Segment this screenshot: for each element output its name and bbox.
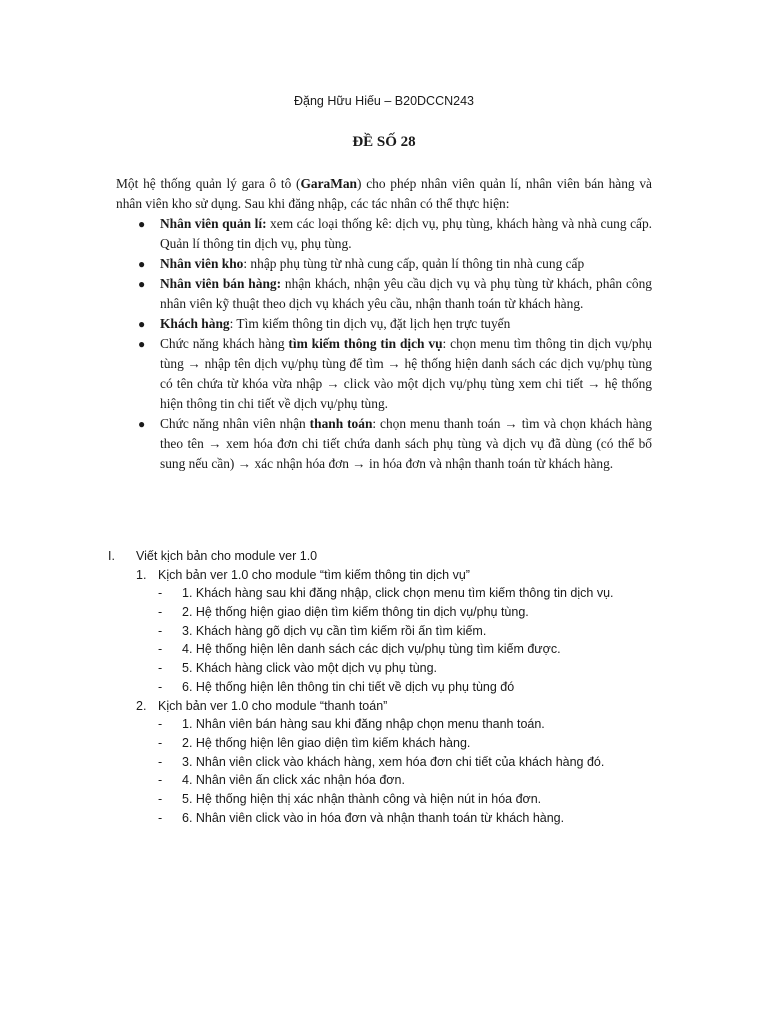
bullet-manager: ● Nhân viên quản lí: xem các loại thống kê: dịch vụ, phụ tùng, khách hàng và nhà cung cấp. Quản lí thông tin dịch vụ, phụ tùng. [138, 216, 653, 251]
bullet-payment-function: ● Chức năng nhân viên nhận thanh toán: chọn menu thanh toán → tìm và chọn khách hàng theo tên → xem hóa đơn chi tiết chứa danh sách phụ tùng và dịch vụ đã dùng (có thể bổ sung nếu cần) → xác nhận hóa đơn → in hóa đơn và nhận thanh toán từ khách hàng. [138, 416, 652, 471]
list-item: - 6. Hệ thống hiện lên thông tin chi tiết về dịch vụ phụ tùng đó [158, 679, 515, 694]
bullet-customer: ● Khách hàng: Tìm kiếm thông tin dịch vụ, đặt lịch hẹn trực tuyến [116, 314, 652, 334]
list-item: - 5. Hệ thống hiện thị xác nhận thành công và hiện nút in hóa đơn. [158, 791, 542, 806]
bullet-icon: ● [138, 417, 146, 431]
bullet-icon: ● [138, 217, 146, 231]
bullet-warehouse: ● Nhân viên kho: nhập phụ tùng từ nhà cung cấp, quản lí thông tin nhà cung cấp [116, 254, 652, 274]
intro-paragraph: Một hệ thống quản lý gara ô tô (GaraMan) cho phép nhân viên quản lí, nhân viên bán hàng và nhân viên kho sử dụng. Sau khi đăng nhập, các tác nhân có thể thực hiện: [116, 176, 652, 211]
list-item: - 4. Hệ thống hiện lên danh sách các dịch vụ/phụ tùng tìm kiếm được. [158, 642, 561, 657]
author-line: Đặng Hữu Hiếu – B20DCCN243 [294, 94, 474, 108]
bullet-icon: ● [138, 257, 146, 271]
list-item: - 4. Nhân viên ấn click xác nhận hóa đơn. [158, 773, 405, 788]
list-item: - 1. Nhân viên bán hàng sau khi đăng nhập chọn menu thanh toán. [158, 717, 545, 732]
page-title: ĐỀ SỐ 28 [352, 134, 416, 150]
bullet-icon: ● [138, 337, 146, 351]
section-heading: I. Viết kịch bản cho module ver 1.0 [108, 549, 318, 563]
list-item: - 5. Khách hàng click vào một dịch vụ phụ tùng. [158, 661, 438, 676]
list-item: - 1. Khách hàng sau khi đăng nhập, click chọn menu tìm kiếm thông tin dịch vụ. [158, 586, 614, 601]
scenario-section [108, 547, 668, 827]
list-item: - 3. Nhân viên click vào khách hàng, xem hóa đơn chi tiết của khách hàng đó. [158, 754, 605, 769]
list-item: - 2. Hệ thống hiện lên giao diện tìm kiếm khách hàng. [158, 735, 471, 750]
list-item: - 6. Nhân viên click vào in hóa đơn và nhận thanh toán từ khách hàng. [158, 810, 565, 825]
list-item: - 3. Khách hàng gõ dịch vụ cần tìm kiếm rồi ấn tìm kiếm. [158, 623, 487, 638]
bullet-icon: ● [138, 317, 146, 331]
script-1-heading: 1. Kịch bản ver 1.0 cho module “tìm kiếm thông tin dịch vụ” [136, 567, 470, 582]
problem-statement [116, 174, 652, 474]
system-name: GaraMan [300, 176, 357, 191]
script-2-heading: 2. Kịch bản ver 1.0 cho module “thanh toán” [136, 698, 388, 713]
bullet-icon: ● [138, 277, 146, 291]
bullet-sales: ● Nhân viên bán hàng: nhận khách, nhận yêu cầu dịch vụ và phụ tùng từ khách, phân công nhân viên kỹ thuật theo dịch vụ khách yêu cầu, nhận thanh toán từ khách hàng. [138, 276, 652, 311]
list-item: - 2. Hệ thống hiện giao diện tìm kiếm thông tin dịch vụ/phụ tùng. [158, 605, 529, 620]
actor-list [116, 214, 652, 474]
bullet-search-function: ● Chức năng khách hàng tìm kiếm thông tin dịch vụ: chọn menu tìm thông tin dịch vụ/phụ tùng → nhập tên dịch vụ/phụ tùng để tìm → hệ thống hiện danh sách các dịch vụ/phụ tùng có tên chứa từ khóa vừa nhập → click vào một dịch vụ/phụ tùng xem chi tiết → hệ thống hiện thông tin chi tiết về dịch vụ/phụ tùng. [138, 336, 653, 411]
